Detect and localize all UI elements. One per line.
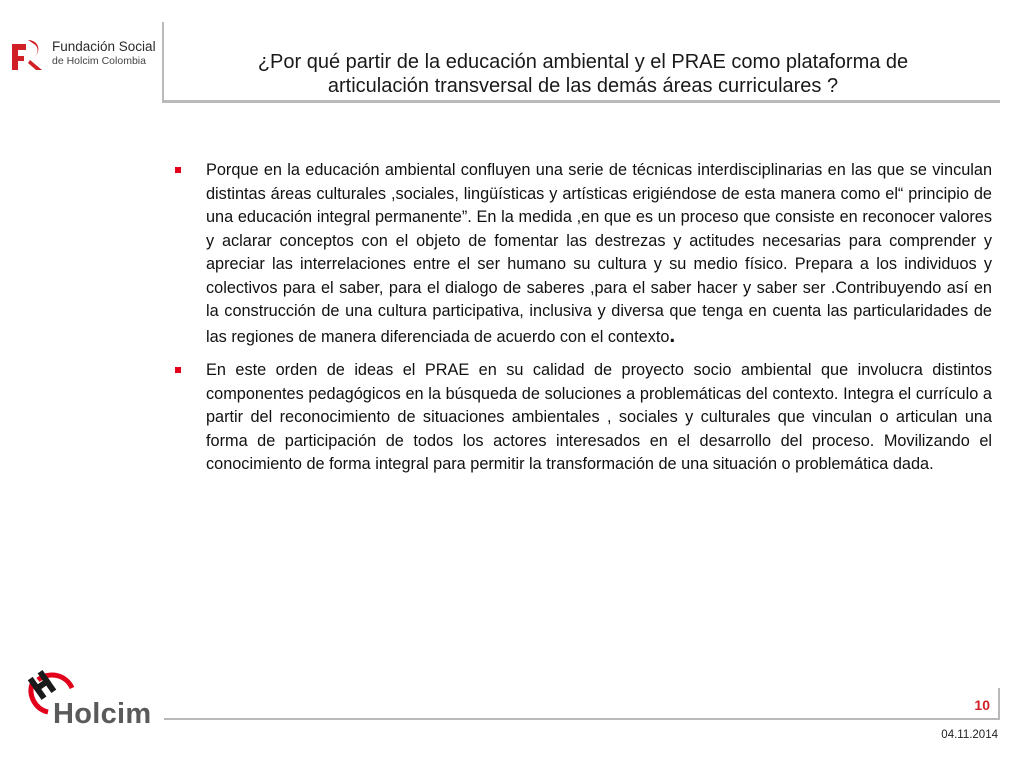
page-title-line1: ¿Por qué partir de la educación ambiental y el PRAE como plataforma de bbox=[257, 51, 909, 73]
fundacion-logo bbox=[6, 34, 156, 74]
bullet-text bbox=[206, 159, 992, 349]
body-content bbox=[170, 159, 992, 487]
bullet-text-body: En este orden de ideas el PRAE en su calidad de proyecto socio ambiental que involucra distintos componentes pedagógicos en la búsqueda de soluciones a problemáticas del contexto. Integra el currículo a partir del reconocimiento de situaciones ambientales , sociales y culturales que vinculan o articulan una forma de participación de todos los actores interesados en el desarrollo del proceso. Movilizando el conocimiento de forma integral para permitir la transformación de una situación o problemática dada. bbox=[206, 361, 992, 473]
bullet-square-icon bbox=[175, 167, 181, 173]
bullet-text-end: . bbox=[669, 323, 676, 347]
holcim-logo bbox=[26, 664, 158, 730]
bullet-item bbox=[170, 359, 992, 477]
bullet-text bbox=[206, 359, 992, 477]
footer-vertical-rule bbox=[998, 688, 1000, 720]
page-title bbox=[168, 50, 998, 98]
holcim-wordmark: Holcim bbox=[53, 698, 152, 730]
fundacion-logo-icon bbox=[6, 34, 46, 74]
header-vertical-rule bbox=[162, 22, 164, 102]
page-title-line2: articulación transversal de las demás áreas curriculares ? bbox=[327, 75, 839, 97]
bullet-item bbox=[170, 159, 992, 349]
header-horizontal-rule bbox=[162, 100, 1000, 103]
footer-horizontal-rule bbox=[164, 718, 1000, 720]
org-name-line1: Fundación Social bbox=[52, 39, 156, 54]
bullet-square-icon bbox=[175, 367, 181, 373]
org-name-line2: de Holcim Colombia bbox=[52, 55, 146, 67]
page-number: 10 bbox=[974, 697, 990, 713]
bullet-text-body: Porque en la educación ambiental confluyen una serie de técnicas interdisciplinarias en las que se vinculan distintas áreas culturales ,sociales, lingüísticas y artísticas erigiéndose de esta manera como el“ principio de una educación integral permanente”. En la medida ,en que es un proceso que consiste en reconocer valores y aclarar conceptos con el objeto de fomentar las destrezas y actitudes necesarias para comprender y apreciar las interrelaciones entre el ser humano su cultura y su medio físico. Prepara a los individuos y colectivos para el saber, para el dialogo de saberes ,para el saber hacer y saber ser .Contribuyendo así en la construcción de una cultura participativa, inclusiva y diversa que tenga en cuenta las particularidades de las regiones de manera diferenciada de acuerdo con el contexto bbox=[206, 161, 992, 346]
footer-date: 04.11.2014 bbox=[941, 729, 998, 741]
